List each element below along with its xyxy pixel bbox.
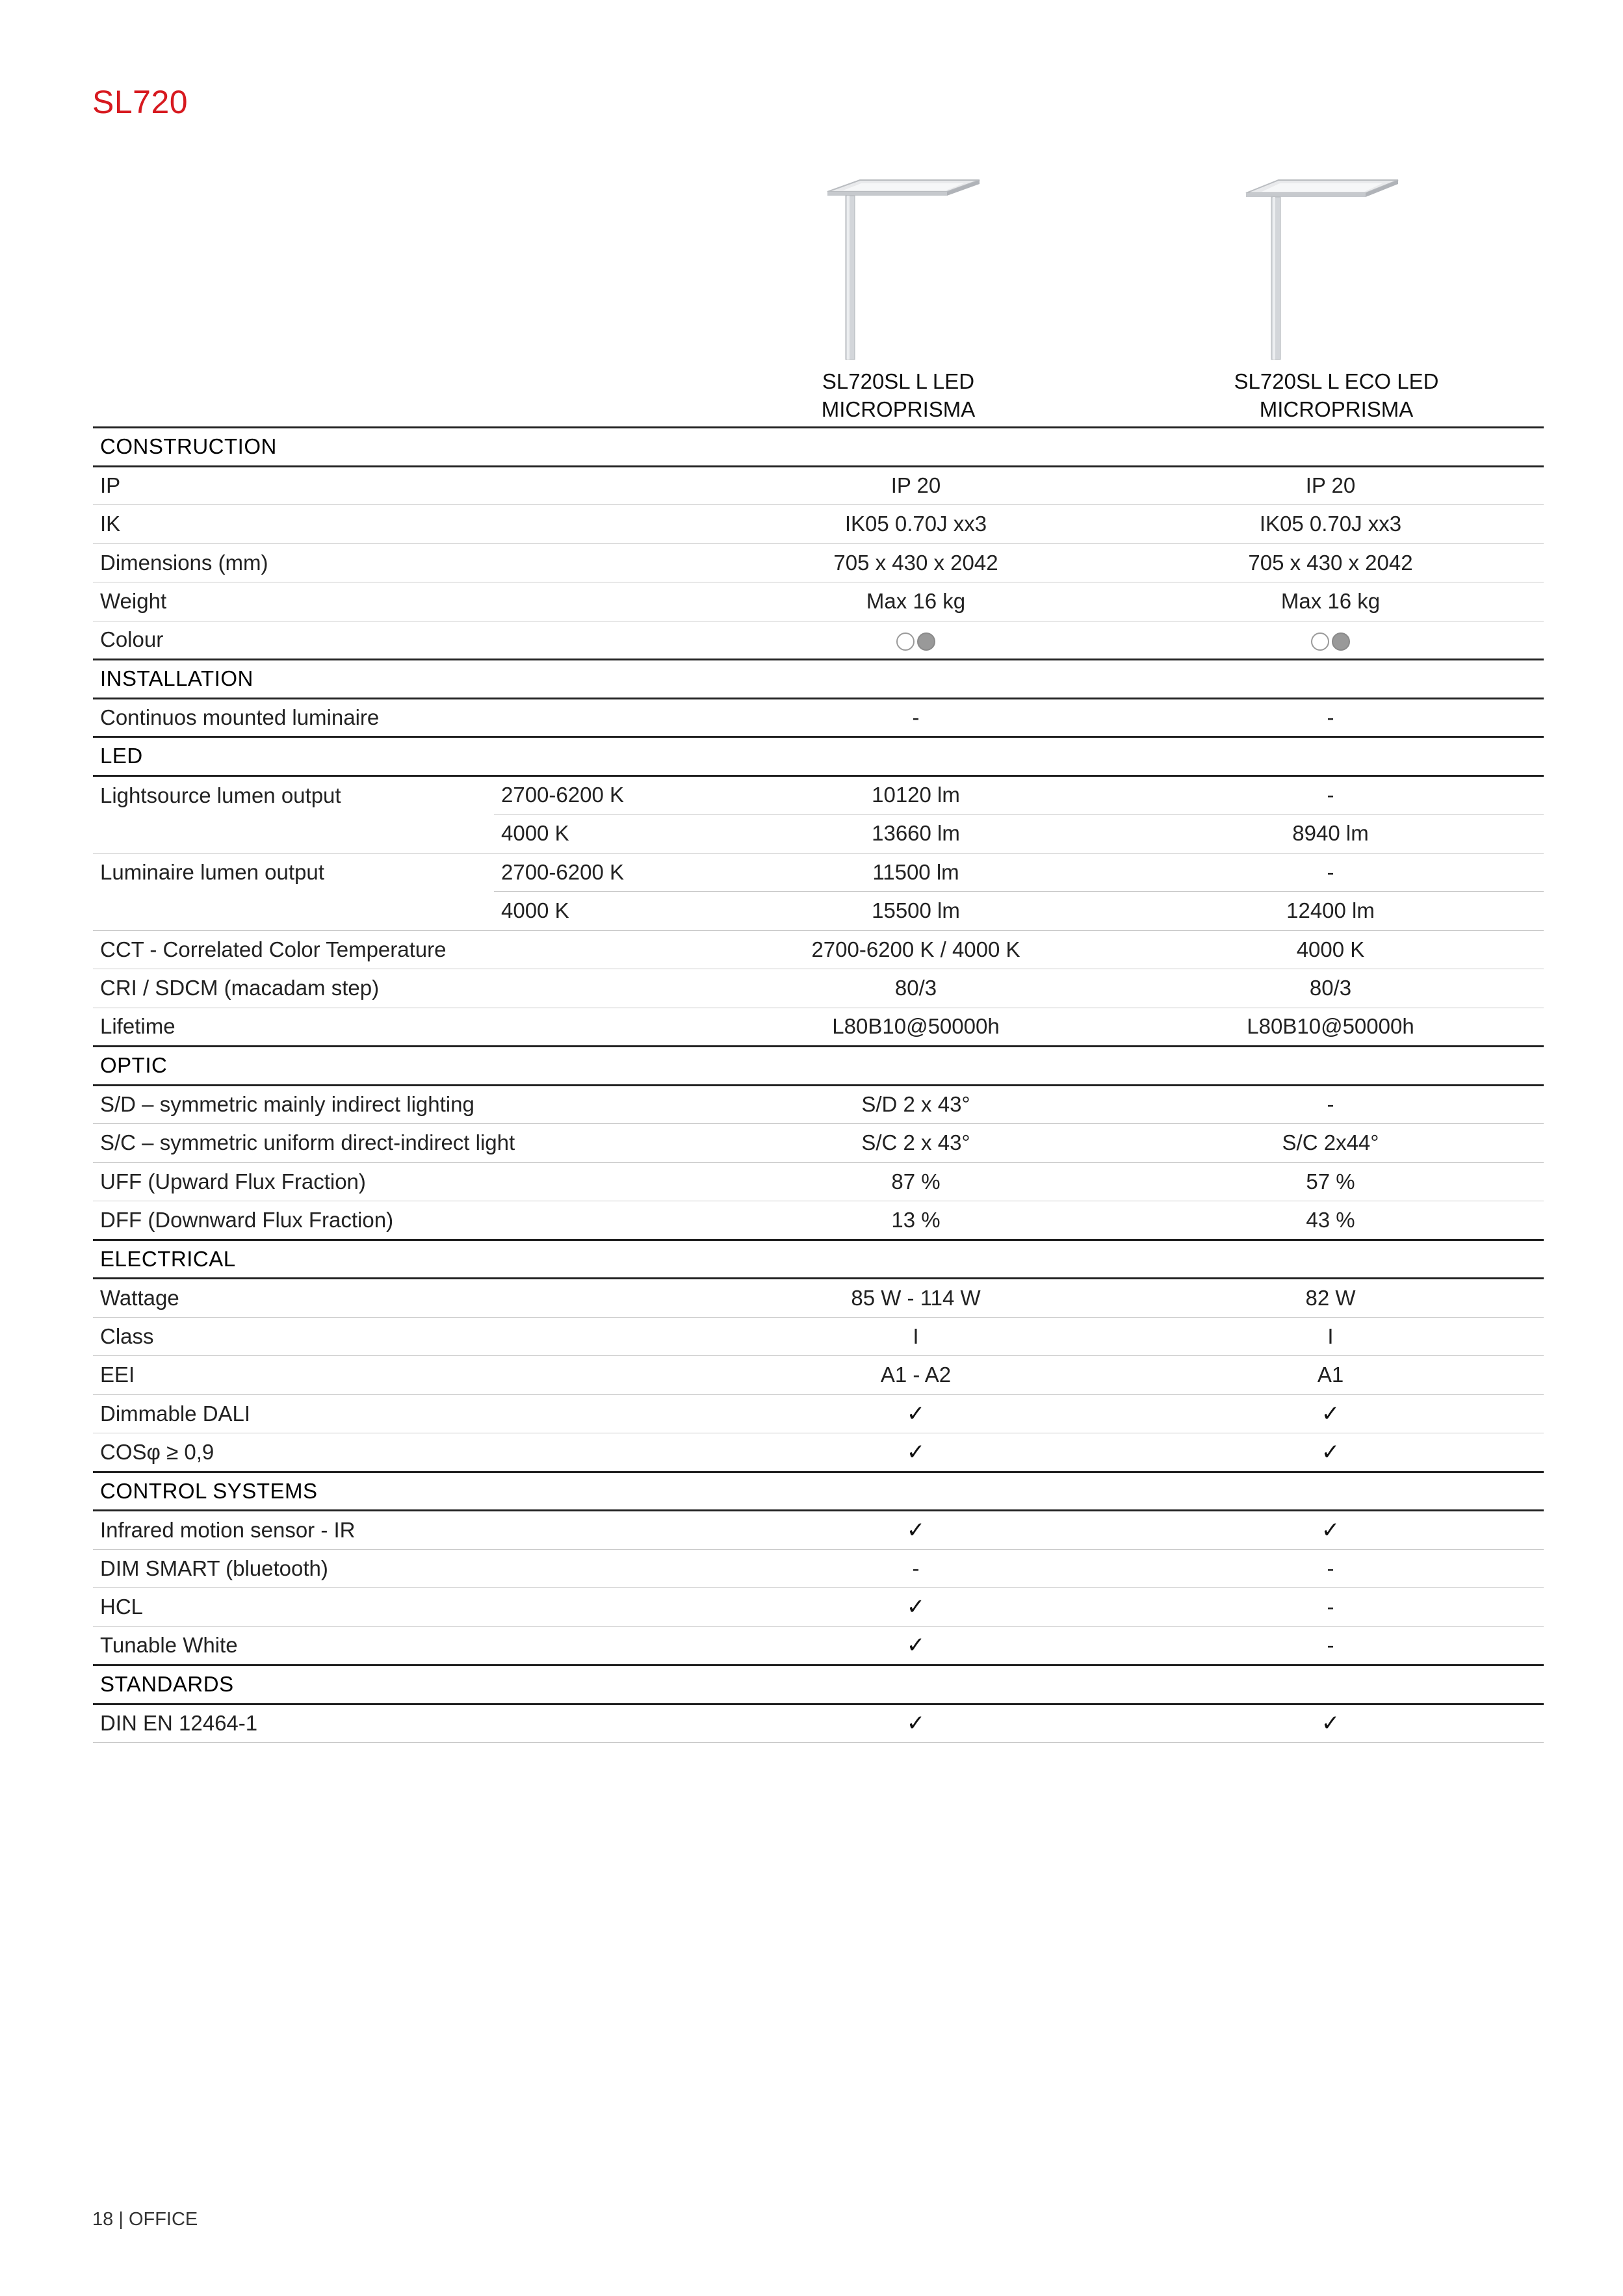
row-label: Lifetime (93, 1008, 714, 1047)
product-name-2-line1: SL720SL L ECO LED (1234, 369, 1439, 393)
product-name-1-line2: MICROPRISMA (821, 397, 976, 421)
value-product-1: 80/3 (714, 969, 1117, 1008)
row-label: Tunable White (93, 1626, 714, 1665)
checkmark-icon: ✓ (714, 1433, 1117, 1472)
row-label: Wattage (93, 1279, 714, 1318)
value-product-2: 80/3 (1117, 969, 1544, 1008)
row-label: Dimmable DALI (93, 1394, 714, 1433)
table-row (93, 582, 1544, 621)
value-product-2: S/C 2x44° (1117, 1124, 1544, 1163)
section-title: CONSTRUCTION (93, 428, 1544, 467)
grey-colour-swatch-icon (917, 633, 935, 651)
table-row (93, 1511, 1544, 1550)
value-product-1: 15500 lm (714, 892, 1117, 931)
value-product-1: 85 W - 114 W (714, 1279, 1117, 1318)
checkmark-icon: ✓ (1117, 1704, 1544, 1743)
value-product-1: 13660 lm (714, 815, 1117, 854)
footer-section: OFFICE (128, 2209, 198, 2230)
value-product-2: 705 x 430 x 2042 (1117, 543, 1544, 582)
row-label: DIM SMART (bluetooth) (93, 1549, 714, 1588)
row-label: Luminaire lumen output (100, 860, 324, 884)
row-sub-label: 4000 K (494, 892, 714, 931)
section-header-led (93, 737, 1544, 776)
table-row (93, 969, 1544, 1008)
table-row (93, 1201, 1544, 1240)
value-product-1: I (714, 1317, 1117, 1356)
checkmark-icon: ✓ (714, 1511, 1117, 1550)
row-label: Lightsource lumen output (100, 783, 341, 807)
row-sub-label: 2700-6200 K (494, 776, 714, 815)
table-row (93, 1549, 1544, 1588)
value-product-1: A1 - A2 (714, 1356, 1117, 1395)
checkmark-icon: ✓ (714, 1588, 1117, 1627)
row-label: DFF (Downward Flux Fraction) (93, 1201, 714, 1240)
value-product-1: 11500 lm (714, 853, 1117, 892)
value-product-1: 2700-6200 K / 4000 K (714, 930, 1117, 969)
checkmark-icon: ✓ (1117, 1394, 1544, 1433)
value-product-2: - (1117, 1588, 1544, 1627)
value-product-1: 87 % (714, 1162, 1117, 1201)
value-product-1: - (714, 1549, 1117, 1588)
row-label: COSφ ≥ 0,9 (93, 1433, 714, 1472)
table-row (93, 621, 1544, 660)
value-product-2: 12400 lm (1117, 892, 1544, 931)
value-product-1: Max 16 kg (714, 582, 1117, 621)
section-header-optic (93, 1047, 1544, 1086)
section-title: ELECTRICAL (93, 1240, 1544, 1279)
value-product-1: 10120 lm (714, 776, 1117, 815)
section-header-control-systems (93, 1472, 1544, 1511)
row-label: Colour (93, 621, 714, 660)
row-label: Dimensions (mm) (93, 543, 714, 582)
grey-colour-swatch-icon (1332, 633, 1350, 651)
value-product-1: IP 20 (714, 466, 1117, 505)
row-label: S/D – symmetric mainly indirect lighting (93, 1085, 714, 1124)
table-row (93, 466, 1544, 505)
value-product-1: - (714, 698, 1117, 737)
checkmark-icon: ✓ (714, 1394, 1117, 1433)
product-name-1-line1: SL720SL L LED (822, 369, 975, 393)
value-product-2: L80B10@50000h (1117, 1008, 1544, 1047)
value-product-2: - (1117, 1549, 1544, 1588)
white-colour-swatch-icon (1311, 633, 1329, 651)
value-product-2: - (1117, 698, 1544, 737)
value-product-1: 705 x 430 x 2042 (714, 543, 1117, 582)
row-label: Weight (93, 582, 714, 621)
value-product-2: IP 20 (1117, 466, 1544, 505)
table-row (93, 1588, 1544, 1627)
table-row (93, 1279, 1544, 1318)
section-title: CONTROL SYSTEMS (93, 1472, 1544, 1511)
section-header-standards (93, 1665, 1544, 1704)
section-header-installation (93, 660, 1544, 699)
section-title: INSTALLATION (93, 660, 1544, 699)
value-product-1: L80B10@50000h (714, 1008, 1117, 1047)
table-row (93, 1162, 1544, 1201)
value-product-2: 82 W (1117, 1279, 1544, 1318)
section-title: OPTIC (93, 1047, 1544, 1086)
value-product-2: 57 % (1117, 1162, 1544, 1201)
row-label: IK (93, 505, 714, 544)
page-footer (92, 2209, 198, 2230)
row-label: IP (93, 466, 714, 505)
page-number: 18 (92, 2209, 114, 2230)
row-label: S/C – symmetric uniform direct-indirect light (93, 1124, 714, 1163)
table-row (93, 1008, 1544, 1047)
value-product-2: - (1117, 853, 1544, 892)
section-header-construction (93, 428, 1544, 467)
row-sub-label: 4000 K (494, 815, 714, 854)
checkmark-icon: ✓ (1117, 1511, 1544, 1550)
page-title: SL720 (92, 84, 188, 120)
value-product-2: 4000 K (1117, 930, 1544, 969)
checkmark-icon: ✓ (714, 1626, 1117, 1665)
value-product-1: S/C 2 x 43° (714, 1124, 1117, 1163)
table-row (93, 1704, 1544, 1743)
value-product-1: IK05 0.70J xx3 (714, 505, 1117, 544)
value-product-2: - (1117, 1626, 1544, 1665)
value-product-2: 8940 lm (1117, 815, 1544, 854)
table-row (93, 1317, 1544, 1356)
table-row (93, 543, 1544, 582)
value-product-2 (1117, 621, 1544, 660)
white-colour-swatch-icon (896, 633, 915, 651)
table-row (93, 815, 1544, 854)
section-title: STANDARDS (93, 1665, 1544, 1704)
table-row (93, 776, 1544, 815)
section-header-electrical (93, 1240, 1544, 1279)
row-label: UFF (Upward Flux Fraction) (93, 1162, 714, 1201)
table-row (93, 1124, 1544, 1163)
table-row (93, 853, 1544, 892)
row-sub-label: 2700-6200 K (494, 853, 714, 892)
product-name-2-line2: MICROPRISMA (1259, 397, 1414, 421)
row-label: Continuos mounted luminaire (93, 698, 714, 737)
table-row (93, 1356, 1544, 1395)
floor-lamp-image-1 (809, 166, 991, 361)
checkmark-icon: ✓ (1117, 1433, 1544, 1472)
value-product-2: - (1117, 1085, 1544, 1124)
row-label: Class (93, 1317, 714, 1356)
table-row (93, 1394, 1544, 1433)
value-product-2: I (1117, 1317, 1544, 1356)
value-product-1: S/D 2 x 43° (714, 1085, 1117, 1124)
specification-table (93, 426, 1544, 1743)
value-product-1 (714, 621, 1117, 660)
row-label: CRI / SDCM (macadam step) (93, 969, 714, 1008)
table-row (93, 1085, 1544, 1124)
row-label (93, 892, 494, 931)
checkmark-icon: ✓ (714, 1704, 1117, 1743)
section-title: LED (93, 737, 1544, 776)
value-product-2: IK05 0.70J xx3 (1117, 505, 1544, 544)
table-row (93, 698, 1544, 737)
row-label: EEI (93, 1356, 714, 1395)
colour-swatches (896, 633, 935, 651)
colour-swatches (1311, 633, 1350, 651)
row-label: DIN EN 12464-1 (93, 1704, 714, 1743)
value-product-2: - (1117, 776, 1544, 815)
table-row (93, 1433, 1544, 1472)
value-product-2: 43 % (1117, 1201, 1544, 1240)
value-product-2: Max 16 kg (1117, 582, 1544, 621)
product-name-2 (1123, 367, 1550, 423)
table-row (93, 505, 1544, 544)
row-label (93, 815, 494, 854)
value-product-1: 13 % (714, 1201, 1117, 1240)
footer-separator: | (118, 2209, 123, 2230)
table-row (93, 1626, 1544, 1665)
table-row (93, 930, 1544, 969)
row-label: HCL (93, 1588, 714, 1627)
value-product-2: A1 (1117, 1356, 1544, 1395)
table-row (93, 892, 1544, 931)
product-name-1 (697, 367, 1100, 423)
row-label: Infrared motion sensor - IR (93, 1511, 714, 1550)
row-label: CCT - Correlated Color Temperature (93, 930, 714, 969)
floor-lamp-image-2 (1234, 166, 1416, 361)
